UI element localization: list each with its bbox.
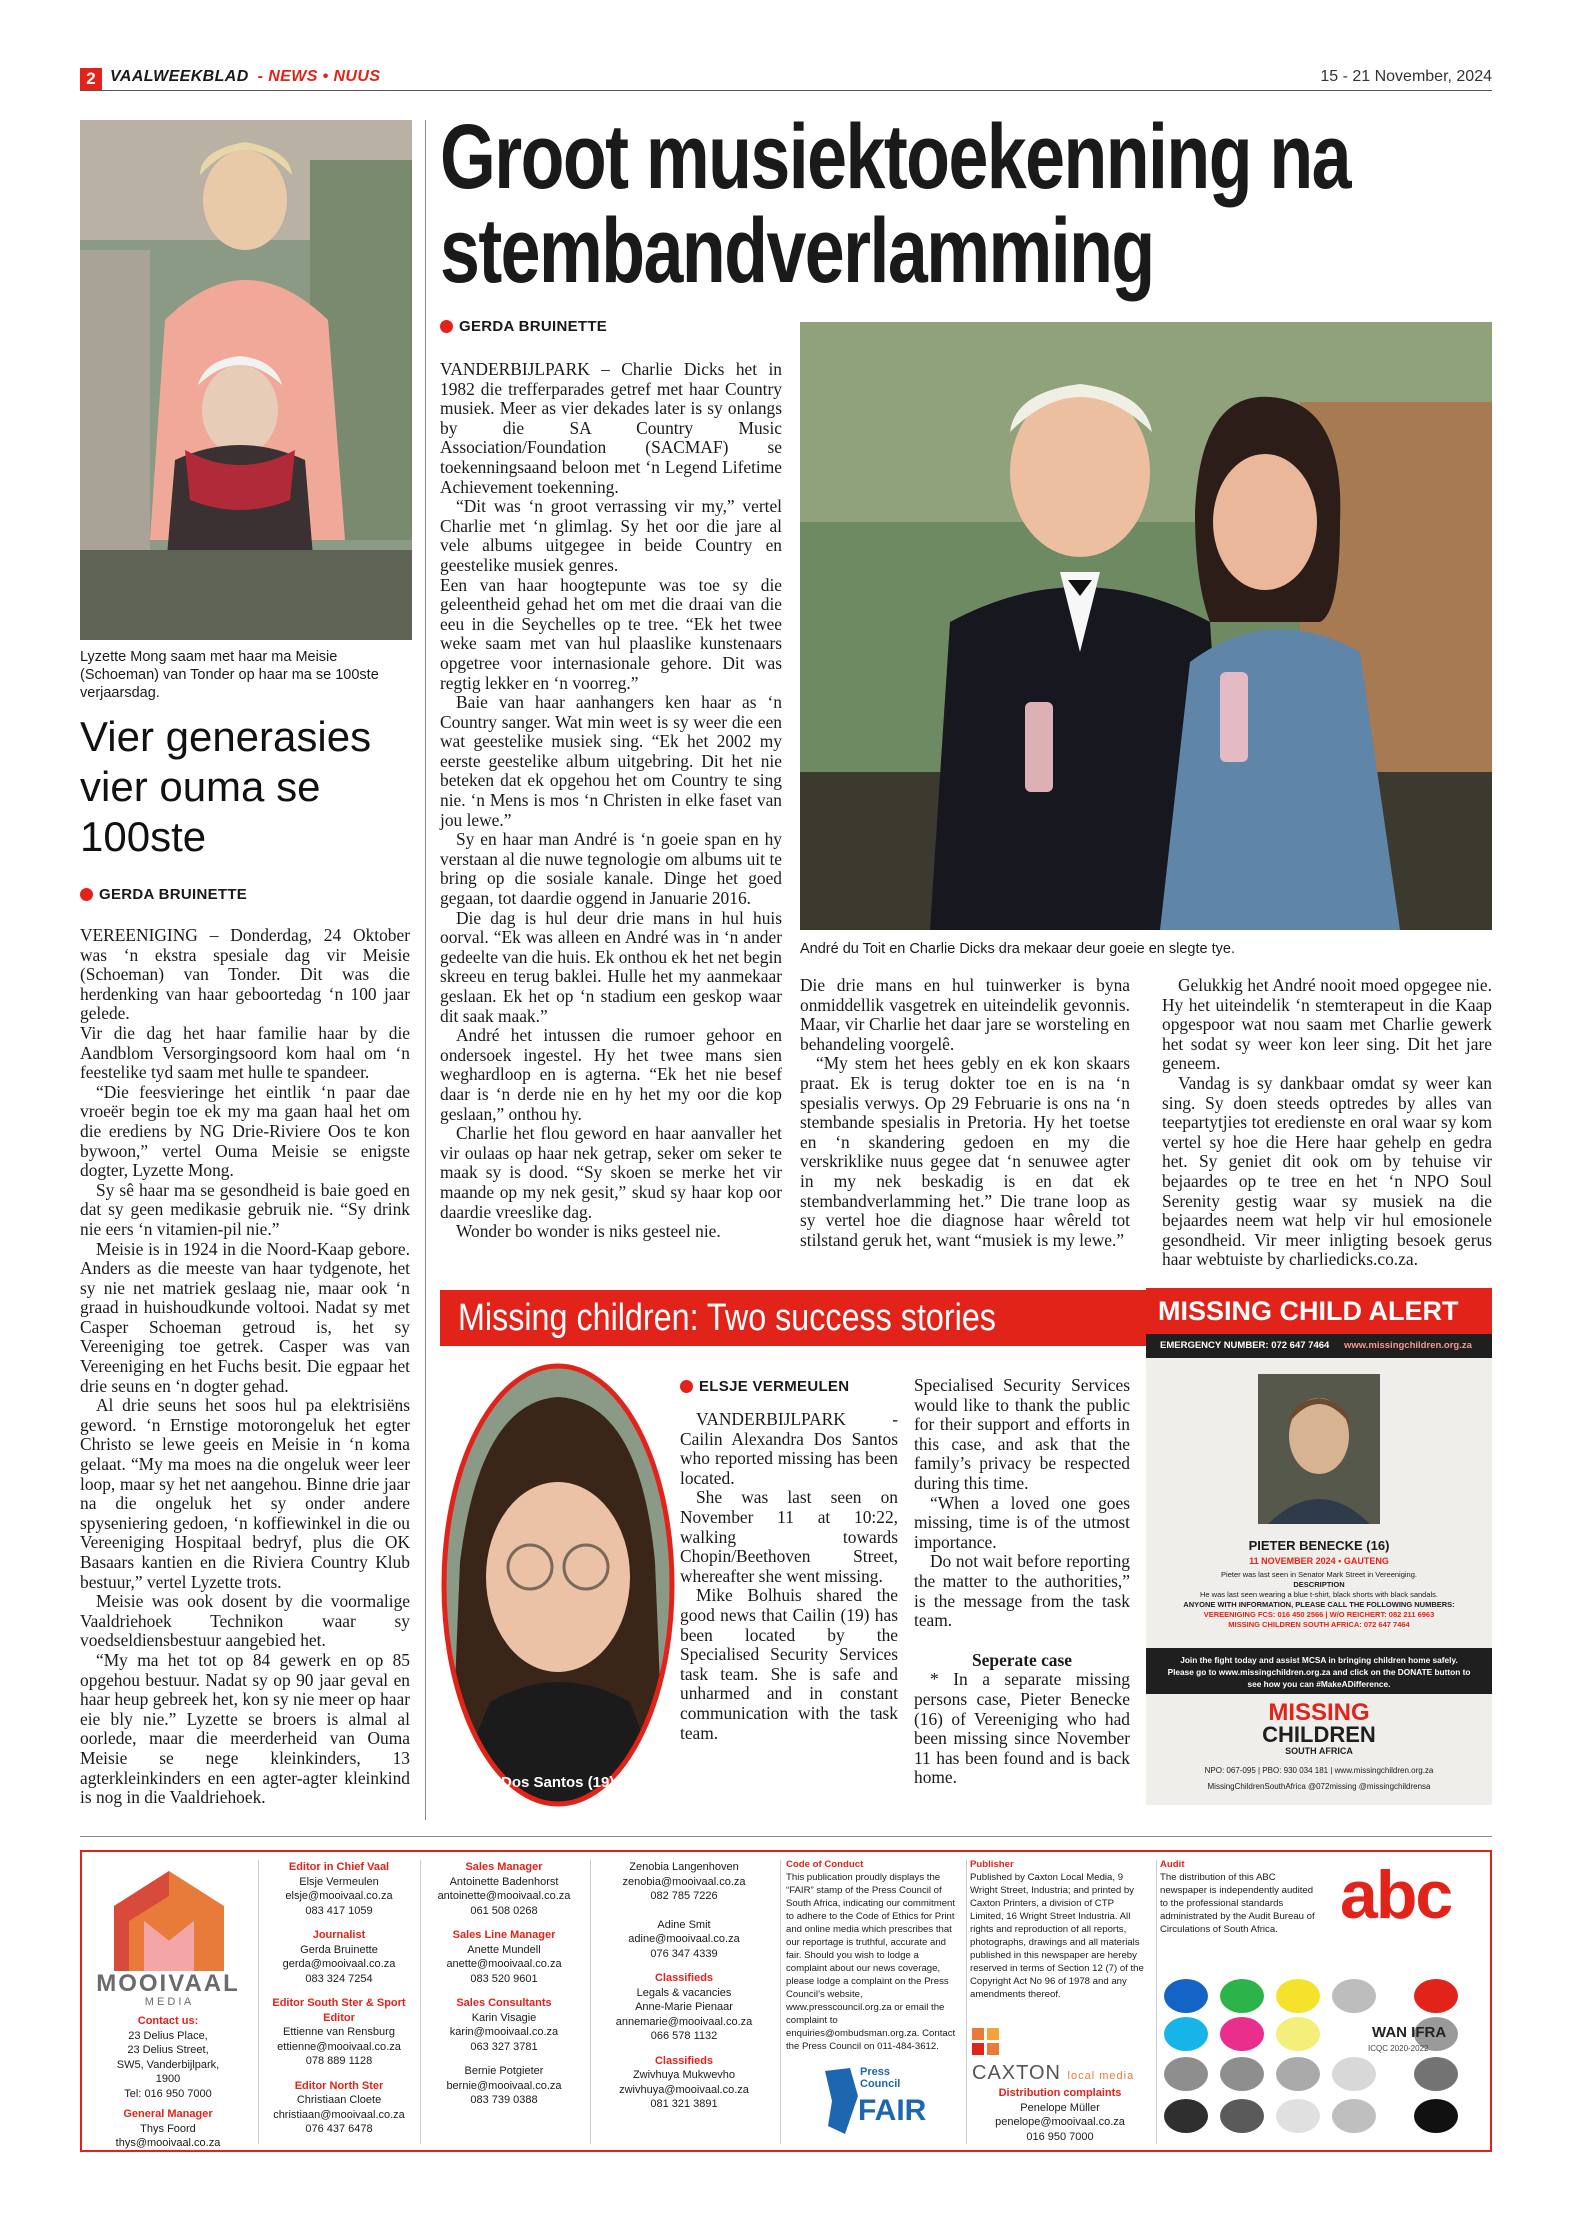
main-paragraph: André het intussen die rumoer gehoor en ondersoek ingestel. Hy het twee mans sien weghardloop en is agterna. “Ek het nie besef daar is ‘n derde nie en hy het my oor die kop geslaan,” onthou hy. (440, 1025, 782, 1124)
mother-daughter-photo (80, 120, 412, 640)
staff-name: Adine Smit (657, 1918, 711, 1931)
staff-email[interactable]: elsje@mooivaal.co.za (285, 1890, 393, 1902)
staff-role: Classifieds (654, 2054, 714, 2067)
column-divider (425, 120, 426, 1820)
alert-social: MissingChildrenSouthAfrica @072missing @missingchildrensa (1207, 1782, 1431, 1791)
staff-email[interactable]: zwivhuya@mooivaal.co.za (619, 2083, 749, 2096)
staff-role: Editor North Ster (294, 2079, 384, 2092)
distribution-phone: 016 950 7000 (1026, 2130, 1094, 2143)
mcsa-logo-bot: SOUTH AFRICA (1285, 1746, 1353, 1756)
main-paragraph: Sy en haar man André is ‘n goeie span en hy verstaan al die nuwe tegnologie om albums uit te bring op die sosiale kanale. Dinge het goed gegaan, tot daardie oggend in Januarie 2016. (440, 829, 782, 909)
footer-divider (258, 1860, 259, 2144)
alert-poster (1146, 1358, 1492, 1805)
left-byline-name: GERDA BRUINETTE (99, 886, 248, 903)
left-paragraph: “Die feesvieringe het eintlik ‘n paar dae vroeër begin toe ek my ma gaan haal het om die erediens by NG Drie-Riviere Oos te kon bywoon,” vertel Ouma Meisie se enigste dogter, Lyzette Mong. (80, 1081, 410, 1181)
main-col2 (800, 976, 1130, 1250)
footer-sales (424, 1860, 584, 2108)
issue-date: 15 - 21 November, 2024 (1320, 68, 1492, 85)
staff-phone: 078 889 1128 (305, 2055, 373, 2067)
left-paragraph: Al drie seuns het soos hul pa elektrisiëns geword. ‘n Ernstige motorongeluk het egter Christo se lewe geeis en Meisie in ‘n koma gelaat. “My ma moes na die ongeluk weer leer loop, maar sy het net aangehou. Binne drie jaar na die ongeluk het sy onder andere spyseniering gedoen, ‘n koffiewinkel in die ou Vereeniging Hospitaal bedryf, plus die OK Basaars kantien en die Riviera Country Klub bestuur,” vertel Lyzette trots. (80, 1395, 410, 1592)
alert-info-head: ANYONE WITH INFORMATION, PLEASE CALL THE FOLLOWING NUMBERS: (1183, 1600, 1455, 1609)
alert-contacts: MISSING CHILDREN SOUTH AFRICA: 072 647 7464 (1228, 1620, 1410, 1629)
staff-name: Karin Visagie (471, 2011, 537, 2024)
staff-role: Sales Consultants (456, 1997, 552, 2009)
main-col1 (440, 360, 782, 1242)
mcsa-logo-mid: CHILDREN (1262, 1722, 1376, 1747)
gm-label: General Manager (123, 2108, 213, 2120)
staff-phone: 083 417 1059 (305, 1904, 373, 1917)
code-label: Code of Conduct (786, 1859, 864, 1870)
gm-email[interactable]: thys@mooivaal.co.za (115, 2137, 221, 2149)
left-body (80, 926, 410, 1808)
byline-dot-icon (80, 888, 93, 901)
staff-name: Gerda Bruinette (300, 1943, 378, 1956)
staff-phone: 083 324 7254 (305, 1972, 373, 1985)
footer-sales2 (594, 1860, 774, 2112)
staff-phone: 083 739 0388 (470, 2094, 538, 2106)
footer-audit (1160, 1858, 1320, 1936)
missing-byline (680, 1378, 849, 1395)
main-paragraph: Die dag is hul deur drie mans in hul huis oorval. “Ek was alleen en André was in ‘n ander gedeelte van die huis. Ek onthou ek het net begin skreeu en terug baklei. Hulle het my aanmekaar geslaan. Ek het op ‘n stadium een geskop waar dit saak maak.” (440, 907, 782, 1026)
staff-name: Ettienne van Rensburg (283, 2026, 395, 2038)
main-paragraph: “My stem het hees gebly en ek kon skaars praat. Ek is terug dokter toe en is na ‘n spesialis verwys. Op 29 Februarie is ons na ‘n stembande spesialis in Pretoria. Hy het toetse en ‘n skandering gedoen en my die verskriklike nuus gegee dat ‘n senuwee agter in my nek beskadig is en dat ek stembandverlamming het.” Die trane loop as sy vertel hoe die diagnose haar wêreld tot stilstand geruk het, want “musiek is my lewe.” (800, 1053, 1130, 1250)
footer-distribution (970, 2086, 1150, 2144)
publisher-text: Published by Caxton Local Media, 9 Wright Street, Industria; and printed by Caxton Printers, a division of CTP Limited, 16 Wright Street Industria. All rights and reproduction of all reports, photographs, drawings and all materials published in this newspaper are hereby reserved in terms of Section 12 (7) of the Copyright Act No 96 of 1978 and any amendments thereof. (970, 1872, 1144, 2000)
staff-email[interactable]: christiaan@mooivaal.co.za (273, 2108, 405, 2121)
staff-name: Antoinette Badenhorst (449, 1875, 559, 1888)
staff-phone: 061 508 0268 (470, 1904, 538, 1917)
icqc-text: ICQC 2020-2022 (1368, 2044, 1429, 2053)
staff-phone: 066 578 1132 (650, 2030, 718, 2042)
code-text: This publication proudly displays the “FAIR” stamp of the Press Council of South Africa, indicating our commitment to adhere to the Code of Ethics for Print and online media which prescribes that our reportage is truthful, accurate and fair. Should you wish to lodge a complaint about our news coverage, please lodge a complaint on the Press Council’s website, www.presscouncil.org.za or email the complaint to enquiries@ombudsman.org.za. Contact the Press Council on 011-484-3612. (786, 1872, 956, 2052)
contact-tel: Tel: 016 950 7000 (124, 2087, 212, 2100)
main-paragraph: Een van haar hoogtepunte was toe sy die geleentheid gehad het om met die draai van die eeu in die Seychelles op te tree. “Ek het twee weke saam met van hul plaaslike kunstenaars opgetree voor internasionale gehore. Dit was regtig lekker en ‘n voorreg.” (440, 574, 782, 693)
alert-date: 11 NOVEMBER 2024 • GAUTENG (1249, 1556, 1389, 1566)
missing-paragraph: “When a loved one goes missing, time is of the utmost importance. (914, 1492, 1130, 1552)
press-council-text (860, 2066, 900, 2090)
staff-name: Anne-Marie Pienaar (635, 2001, 733, 2013)
alert-title: MISSING CHILD ALERT (1158, 1296, 1459, 1326)
staff-name: Anette Mundell (467, 1943, 541, 1956)
footer-divider (1156, 1860, 1157, 2144)
press-council-map-icon (820, 2066, 860, 2136)
alert-fight-line: Please go to www.missingchildren.org.za and click on the DONATE button to (1167, 1667, 1471, 1677)
main-paragraph: Charlie het flou geword en haar aanvaller het vir oulaas op haar nek getrap, seker om seker te maak sy is dood. “Sy skoen se merke het vir maande op my nek gesit,” skud sy haar kop oor daardie vreeslike dag. (440, 1123, 782, 1222)
main-headline: Groot musiektoekenning na stembandverlamming (440, 106, 1350, 302)
missing-byline-name: ELSJE VERMEULEN (699, 1378, 850, 1395)
staff-phone: 076 437 6478 (305, 2123, 373, 2135)
missing-banner-title: Missing children: Two success stories (458, 1297, 996, 1339)
mother-daughter-caption: Lyzette Mong saam met haar ma Meisie (Schoeman) van Tonder op haar ma se 100ste verjaarsdag. (80, 649, 379, 701)
address-line: 1900 (155, 2073, 181, 2085)
press-fair: FAIR (858, 2094, 927, 2127)
address-line: SW5, Vanderbijlpark, (116, 2058, 220, 2071)
footer-publisher (970, 1858, 1150, 2001)
pieter-photo (1258, 1374, 1380, 1524)
staff-role: Sales Line Manager (452, 1929, 556, 1941)
main-paragraph: Vandag is sy dankbaar omdat sy weer kan sing. Sy doen steeds optredes by alles van teepartytjies tot eredienste en oral waar sy kom vertel sy hoe die Here haar gehelp en gedra het. Sy geniet dit ook om by tehuise vir bejaardes op te tree en het ‘n NPO Soul Serenity gestig waar sy musiek na die bejaardes neem wat help vir hul emosionele gesondheid. Vir meer inligting besoek gerus haar webtuiste by charliedicks.co.za. (1162, 1072, 1492, 1270)
main-col3 (1162, 976, 1492, 1270)
address-line: 23 Delius Street, (127, 2044, 209, 2056)
main-paragraph: Die drie mans en hul tuinwerker is byna onmiddellik vasgetrek en uiteindelik gevonnis. Maar, vir Charlie het daar jare se worsteling en behandeling voorgelê. (800, 975, 1130, 1054)
distribution-label: Distribution complaints (998, 2087, 1122, 2099)
alert-fight-line: see how you can #MakeADifference. (1247, 1679, 1391, 1689)
caxton-logo (972, 2062, 1134, 2085)
left-paragraph: Meisie is in 1924 in die Noord-Kaap gebore. Anders as die meeste van haar tydgenote, het sy nie net matriek geslaag nie, maar ook ‘n graad in huishoudkunde voltooi. Nadat sy met Casper Schoeman getroud is, het sy Vereeniging toe getrek. Casper was van Vereeniging en het Fuchs besit. Die egpaar het drie seuns en ‘n dogter gehad. (80, 1238, 410, 1396)
missing-subhead: Seperate case (972, 1649, 1072, 1670)
staff-email[interactable]: gerda@mooivaal.co.za (282, 1958, 396, 1970)
staff-name: Christiaan Cloete (296, 2094, 382, 2106)
footer-divider (966, 1860, 967, 2144)
left-paragraph: Vir die dag het haar familie haar by die Aandblom Versorgingsoord kom haal om ‘n feestelike tyd saam met hulle te spandeer. (80, 1022, 410, 1083)
left-paragraph: Sy sê haar ma se gesondheid is baie goed en dat sy geen medikasie gebruik nie. “Sy drink nie eers ‘n vitamien-pil nie.” (80, 1179, 410, 1239)
byline-dot-icon (440, 320, 453, 333)
main-paragraph: Wonder bo wonder is niks gesteel nie. (456, 1221, 721, 1242)
couple-photo (800, 322, 1492, 930)
staff-name: Zenobia Langenhoven (629, 1861, 739, 1873)
publisher-label: Publisher (970, 1859, 1014, 1870)
distribution-email[interactable]: penelope@mooivaal.co.za (995, 2116, 1125, 2128)
alert-fight-line: Join the fight today and assist MCSA in bringing children home safely. (1180, 1655, 1458, 1665)
caxton-name: CAXTON (972, 2062, 1061, 2084)
cailin-caption: Cailin Dos Santos (19) (456, 1774, 615, 1791)
couple-caption: André du Toit en Charlie Dicks dra mekaar deur goeie en slegte tye. (800, 941, 1235, 957)
main-byline (440, 318, 607, 335)
section-label: NEWS • NUUS (268, 68, 381, 85)
mooivaal-logo-text: MOOIVAAL (96, 1970, 240, 1997)
staff-phone: 083 520 9601 (470, 1972, 538, 1985)
footer-divider (420, 1860, 421, 2144)
cailin-photo (440, 1362, 676, 1808)
staff-email[interactable]: bernie@mooivaal.co.za (446, 2079, 562, 2092)
staff-role: Editor South Ster & Sport Editor (272, 1997, 406, 2024)
left-paragraph: Meisie was ook dosent by die voormalige Vaaldriehoek Technikon waar sy voedseldiensbestuur aangebied het. (80, 1591, 410, 1651)
missing-paragraph: * In a separate missing persons case, Pieter Benecke (16) of Vereeniging who had been missing since November 11 has been found and is back home. (914, 1669, 1130, 1788)
caxton-sub: local media (1067, 2070, 1135, 2082)
alert-emergency-bar (1146, 1334, 1492, 1358)
staff-email[interactable]: annemarie@mooivaal.co.za (615, 2015, 753, 2028)
press-text: Press (860, 2066, 890, 2078)
header-rule (80, 90, 1492, 91)
alert-site: www.missingchildren.org.za (1343, 1340, 1472, 1351)
contact-label: Contact us: (137, 2015, 199, 2027)
footer-editorial (264, 1860, 414, 2137)
staff-email[interactable]: ettienne@mooivaal.co.za (277, 2040, 401, 2053)
footer-top-rule (80, 1836, 1492, 1837)
byline-dot-icon (680, 1380, 693, 1393)
staff-name: Zwivhuya Mukwevho (632, 2069, 736, 2081)
footer-divider (590, 1860, 591, 2144)
main-paragraph: VANDERBIJLPARK – Charlie Dicks het in 1982 die trefferparades getref met haar Country musiek. Meer as vier dekades later is sy onlangs by die SA Country Music Association/Foundation (SACMAF) se toekenningsaand beloon met ‘n Legend Lifetime Achievement toekenning. (440, 359, 782, 497)
staff-email[interactable]: anette@mooivaal.co.za (446, 1958, 562, 1970)
abc-logo: abc (1340, 1857, 1452, 1933)
staff-role: Sales Manager (465, 1861, 543, 1873)
missing-paragraph: She was last seen on November 11 at 10:22, walking towards Chopin/Beethoven Street, whereafter she went missing. (680, 1487, 898, 1586)
missing-paragraph: Mike Bolhuis shared the good news that Cailin (19) has been located by the Specialised Security Services task team. She is safe and unharmed and in constant communication with the task team. (680, 1585, 898, 1743)
staff-role: Editor in Chief Vaal (288, 1861, 390, 1873)
left-paragraph: “My ma het tot op 84 gewerk en op 85 opgehou bestuur. Nadat sy op 90 jaar geval en haar heup gebreek het, kon sy nie meer op haar eie bly nie.” Lyzette se broers is almal al oorlede, maar die meerderheid van Ouma Meisie se nege kleinkinders, 13 agterkleinkinders en een agter-agter kleinkind is nog in die Vaaldriehoek. (80, 1649, 410, 1808)
mooivaal-logo-sub: M E D I A (144, 1996, 192, 2008)
missing-col2 (914, 1376, 1130, 1788)
address-line: 23 Delius Place, (128, 2029, 208, 2042)
missing-paragraph: VANDERBIJLPARK - Cailin Alexandra Dos Santos who reported missing has been located. (680, 1409, 898, 1488)
main-paragraph: Gelukkig het André nooit moed opgegee nie. Hy het uiteindelik ‘n stemterapeut in die Kaap opgespoor wat nou saam met Charlie gewerk het sodat sy weer kon leer sing. Dit het jare geneem. (1162, 975, 1492, 1074)
audit-text: The distribution of this ABC newspaper is independently audited to the professional standards administrated by the Audit Bureau of Circulations of South Africa. (1160, 1872, 1315, 1935)
staff-name: Bernie Potgieter (464, 2065, 544, 2077)
alert-emergency: EMERGENCY NUMBER: 072 647 7464 (1160, 1340, 1330, 1351)
alert-description (1156, 1570, 1482, 1630)
color-bar-swatches (1160, 1976, 1486, 2142)
alert-npo: NPO: 067-095 | PBO: 930 034 181 | www.missingchildren.org.za (1204, 1766, 1434, 1775)
staff-phone: 063 327 3781 (470, 2040, 538, 2053)
alert-desc-line: He was last seen wearing a blue t-shirt, black shorts with black sandals. (1199, 1590, 1439, 1599)
missing-paragraph: Do not wait before reporting the matter to the authorities,” is the message from the task team. (914, 1551, 1130, 1631)
mcsa-logo (1146, 1699, 1492, 1726)
gm-name: Thys Foord (140, 2122, 196, 2135)
footer-code (786, 1858, 960, 2053)
page-number: 2 (80, 68, 102, 90)
publication-title: VAALWEEKBLAD (110, 68, 249, 85)
staff-phone: 082 785 7226 (650, 1890, 718, 1902)
mooivaal-logo-icon (104, 1866, 234, 1976)
press-text: Council (860, 2078, 901, 2090)
alert-contacts: VEREENIGING FCS: 016 450 2566 | W/O REICHERT: 082 211 6963 (1203, 1610, 1435, 1619)
main-byline-name: GERDA BRUINETTE (459, 318, 608, 335)
staff-email[interactable]: karin@mooivaal.co.za (449, 2026, 559, 2038)
staff-name: Elsje Vermeulen (299, 1875, 379, 1888)
mcsa-logo-top: MISSING (1268, 1699, 1370, 1726)
footer-contact (88, 2014, 248, 2151)
press-council-logo (820, 2060, 927, 2144)
staff-role: Journalist (312, 1929, 366, 1941)
main-paragraph: “Dit was ‘n groot verrassing vir my,” vertel Charlie met ‘n glimlag. Sy het oor die jare al vele albums uitgegee in beide Country en geestelike musiek genres. (440, 496, 782, 575)
missing-banner (440, 1290, 1178, 1346)
staff-phone: 081 321 3891 (650, 2098, 718, 2110)
staff-email[interactable]: adine@mooivaal.co.za (628, 1933, 740, 1945)
footer-divider (780, 1860, 781, 2144)
staff-email[interactable]: antoinette@mooivaal.co.za (437, 1890, 571, 1902)
audit-label: Audit (1160, 1859, 1185, 1870)
alert-name: PIETER BENECKE (16) (1248, 1538, 1390, 1553)
alert-desc-head: DESCRIPTION (1293, 1580, 1345, 1589)
main-paragraph: Baie van haar aanhangers ken haar as ‘n Country sanger. Wat min weet is sy weer die een wat geestelike musiek sing. “Ek het 2002 my eerste geestelike album uitgebring. Dit het nie beteken dat ek opgehou het om Country te sing nie. ‘n Mens is mos ‘n Christen in elke faset van jou lewe.” (440, 692, 782, 830)
wan-ifra-logo: WAN IFRA (1372, 2024, 1447, 2041)
alert-fight-box (1146, 1648, 1492, 1694)
left-paragraph: VEREENIGING – Donderdag, 24 Oktober was ‘n ekstra spesiale dag vir Meisie (Schoeman) van Tonder. Dit was die herdenking van haar geboortedag ‘n 100 jaar gelede. (80, 925, 410, 1024)
alert-desc-line: Pieter was last seen in Senator Mark Street in Vereeniging. (1221, 1570, 1417, 1579)
left-headline: Vier generasies vier ouma se 100ste (80, 713, 372, 860)
missing-paragraph: Specialised Security Services would like to thank the public for their support and efforts in this case, and ask that the family’s privacy be respected during this time. (914, 1375, 1130, 1493)
publication-name: VAALWEEKBLAD - NEWS • NUUS (110, 68, 381, 85)
staff-phone: 076 347 4339 (650, 1947, 718, 1960)
missing-col1 (680, 1410, 898, 1743)
staff-name: Legals & vacancies (636, 1986, 732, 1999)
staff-email[interactable]: zenobia@mooivaal.co.za (622, 1875, 746, 1888)
staff-role: Classifieds (654, 1972, 714, 1984)
left-byline (80, 886, 247, 903)
distribution-name: Penelope Müller (1020, 2101, 1100, 2114)
caxton-mark-icon (972, 2028, 1000, 2056)
